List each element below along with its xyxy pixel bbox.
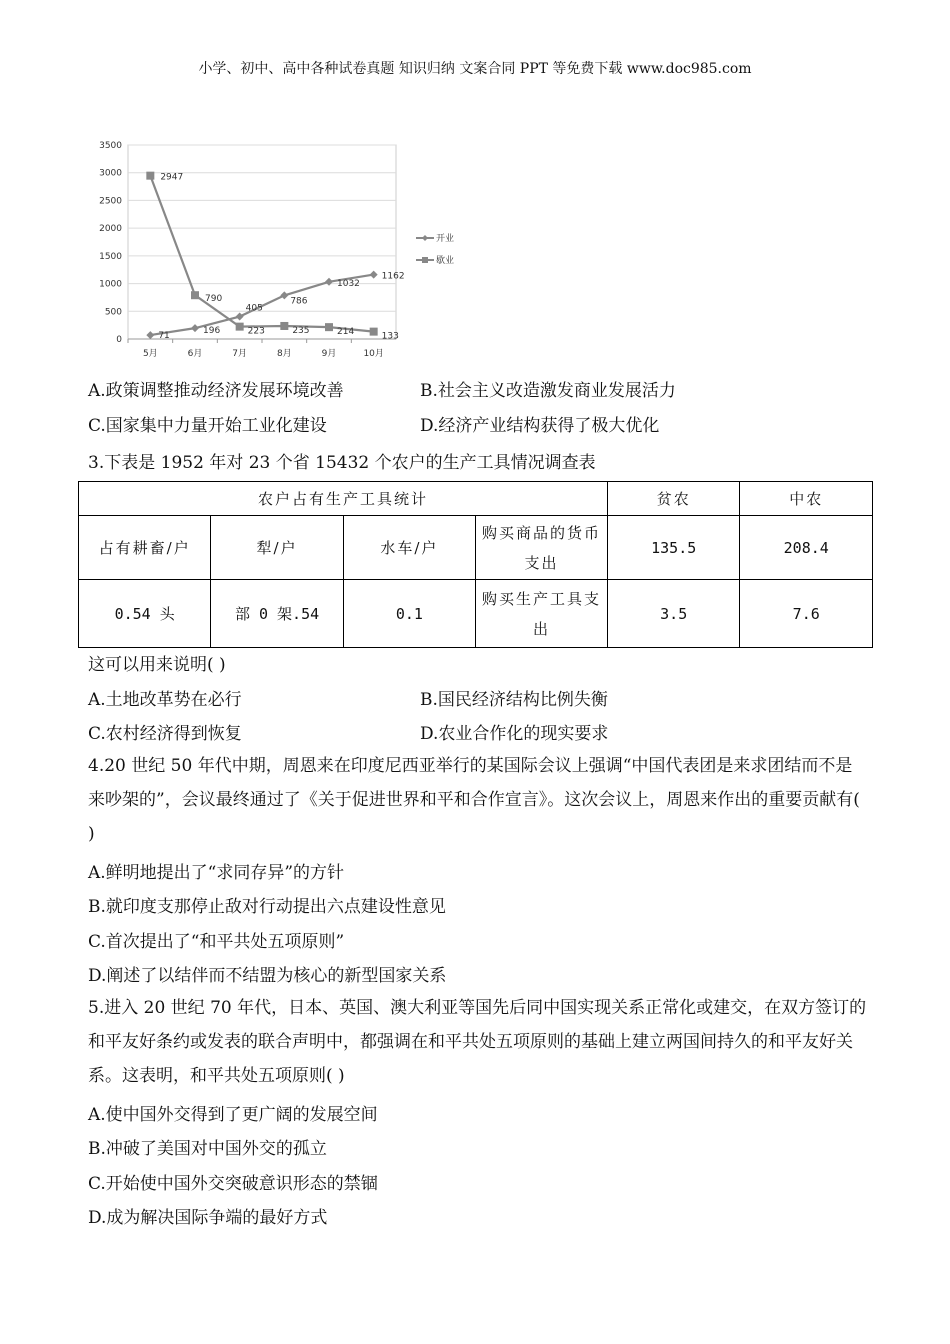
data-label: 1032 xyxy=(337,278,360,289)
data-label: 786 xyxy=(290,296,308,307)
legend-marker xyxy=(422,257,428,263)
legend-marker xyxy=(422,235,428,241)
data-point xyxy=(325,323,333,331)
table-row-goods-poor: 135.5 xyxy=(607,516,740,580)
data-label: 2947 xyxy=(160,172,184,183)
data-point xyxy=(191,291,199,299)
page-header: 小学、初中、高中各种试卷真题 知识归纳 文案合同 PPT 等免费下载 www.doc985.com xyxy=(198,61,752,77)
table-row-tools-poor: 3.5 xyxy=(607,580,740,648)
q4-option-d: D.阐述了以结伴而不结盟为核心的新型国家关系 xyxy=(88,966,447,986)
chart-legend xyxy=(416,232,454,266)
table-row-goods-middle: 208.4 xyxy=(740,516,873,580)
data-point xyxy=(236,313,244,321)
legend-label: 歇业 xyxy=(436,256,455,266)
data-point xyxy=(325,278,333,286)
data-label: 790 xyxy=(205,294,223,305)
q3-stem: 3.下表是 1952 年对 23 个省 15432 个农户的生产工具情况调查表 xyxy=(88,453,596,473)
y-tick-label: 3000 xyxy=(99,168,122,179)
y-tick-label: 500 xyxy=(104,307,122,318)
y-tick-label: 3500 xyxy=(99,141,122,151)
x-tick-label: 5月 xyxy=(142,349,158,359)
q4-stem: 4.20 世纪 50 年代中期，周恩来在印度尼西亚举行的某国际会议上强调“中国代表团是来求团结而不是来吵架的”，会议最终通过了《关于促进世界和平和合作宣言》。这次会议上，周恩来作出的重要贡献有( ) xyxy=(88,756,860,844)
x-tick-label: 9月 xyxy=(321,349,337,359)
q3-option-a: A.土地改革势在必行 xyxy=(88,690,242,710)
table-value-plough: 部 0 架.54 xyxy=(211,580,343,648)
table-value-waterwheel: 0.1 xyxy=(343,580,475,648)
table-col-livestock: 占有耕畜/户 xyxy=(79,516,211,580)
q4-option-a: A.鲜明地提出了“求同存异”的方针 xyxy=(88,863,345,883)
q2-option-b: B.社会主义改造激发商业发展活力 xyxy=(420,381,676,401)
line-chart xyxy=(88,134,455,364)
q5-option-a: A.使中国外交得到了更广阔的发展空间 xyxy=(88,1105,378,1125)
table-header-main: 农户占有生产工具统计 xyxy=(79,482,608,516)
table-col-waterwheel: 水车/户 xyxy=(343,516,475,580)
x-tick-label: 7月 xyxy=(232,349,248,359)
y-tick-label: 1500 xyxy=(99,251,122,262)
x-axis xyxy=(128,339,396,359)
table-col-plough: 犁/户 xyxy=(211,516,343,580)
survey-table xyxy=(78,481,873,648)
data-label: 133 xyxy=(381,331,399,342)
data-label: 235 xyxy=(292,325,310,336)
table-row-goods-label: 购买商品的货币支出 xyxy=(475,516,607,580)
y-tick-label: 1000 xyxy=(99,279,122,290)
y-tick-label: 2500 xyxy=(99,196,122,207)
q4-option-c: C.首次提出了“和平共处五项原则” xyxy=(88,932,345,952)
q3-option-d: D.农业合作化的现实要求 xyxy=(420,724,609,744)
q4-option-b: B.就印度支那停止敌对行动提出六点建设性意见 xyxy=(88,897,446,917)
q5-option-c: C.开始使中国外交突破意识形态的禁锢 xyxy=(88,1174,378,1194)
x-tick-label: 8月 xyxy=(276,349,292,359)
table-row-tools-middle: 7.6 xyxy=(740,580,873,648)
table-row-tools-label: 购买生产工具支出 xyxy=(475,580,607,648)
data-label: 214 xyxy=(337,327,355,338)
q3-option-b: B.国民经济结构比例失衡 xyxy=(420,690,608,710)
chart-series xyxy=(146,172,404,342)
data-label: 196 xyxy=(203,326,221,337)
data-point xyxy=(191,324,199,332)
table-header-middle: 中农 xyxy=(740,482,873,516)
q2-option-a: A.政策调整推动经济发展环境改善 xyxy=(88,381,344,401)
q5-stem: 5.进入 20 世纪 70 年代，日本、英国、澳大利亚等国先后同中国实现关系正常化或建交，在双方签订的和平友好条约或发表的联合声明中，都强调在和平共处五项原则的基础上建立两国间持久的和平友好关系。这表明，和平共处五项原则( ) xyxy=(88,998,867,1086)
q3-option-c: C.农村经济得到恢复 xyxy=(88,724,242,744)
data-label: 1162 xyxy=(381,271,405,282)
table-header-poor: 贫农 xyxy=(607,482,740,516)
y-tick-label: 0 xyxy=(116,335,122,345)
q5-option-b: B.冲破了美国对中国外交的孤立 xyxy=(88,1139,327,1159)
data-label: 405 xyxy=(245,303,263,314)
table-value-livestock: 0.54 头 xyxy=(79,580,211,648)
x-tick-label: 10月 xyxy=(363,349,384,359)
data-point xyxy=(280,322,288,330)
data-point xyxy=(236,323,244,331)
data-point xyxy=(146,172,154,180)
q2-option-d: D.经济产业结构获得了极大优化 xyxy=(420,416,660,436)
data-label: 223 xyxy=(247,326,265,337)
q5-option-d: D.成为解决国际争端的最好方式 xyxy=(88,1208,328,1228)
data-point xyxy=(370,271,378,279)
data-point xyxy=(146,331,154,339)
y-tick-label: 2000 xyxy=(99,224,122,235)
x-tick-label: 6月 xyxy=(187,349,203,359)
data-point xyxy=(280,291,288,299)
y-axis xyxy=(99,141,396,345)
data-point xyxy=(370,328,378,336)
data-label: 71 xyxy=(158,331,170,342)
legend-label: 开业 xyxy=(436,234,455,244)
q3-followup: 这可以用来说明( ) xyxy=(88,655,226,675)
q2-option-c: C.国家集中力量开始工业化建设 xyxy=(88,416,327,436)
